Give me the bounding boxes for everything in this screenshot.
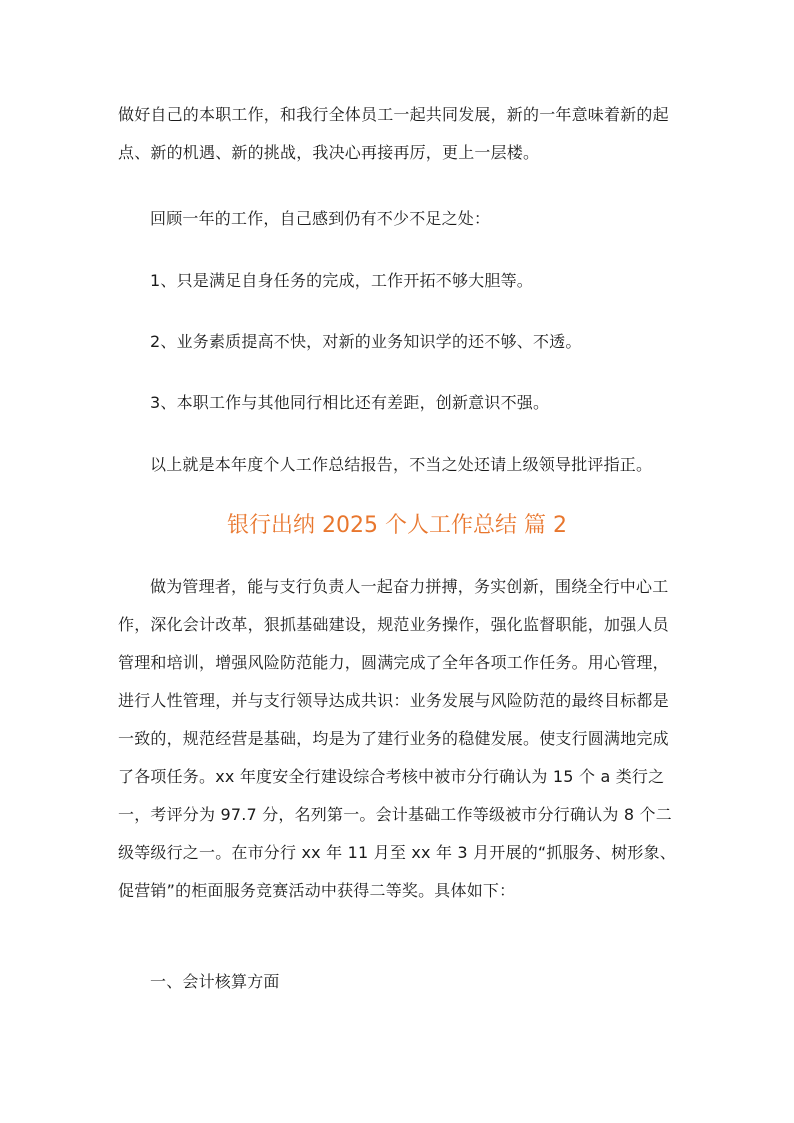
review-intro: 回顾一年的工作，自己感到仍有不少不足之处： <box>150 209 491 228</box>
closing-paragraph: 以上就是本年度个人工作总结报告，不当之处还请上级领导批评指正。 <box>150 455 653 474</box>
shortcoming-item-3: 3、本职工作与其他同行相比还有差距，创新意识不强。 <box>150 393 550 412</box>
section-title: 银行出纳 2025 个人工作总结 篇 2 <box>227 513 567 538</box>
shortcoming-item-2: 2、业务素质提高不快，对新的业务知识学的还不够、不透。 <box>150 332 582 351</box>
body-paragraph: 做为管理者，能与支行负责人一起奋力拼搏，务实创新，围绕全行中心工作，深化会计改革，狠抓基础建设，规范业务操作，强化监督职能，加强人员管理和培训，增强风险防范能力，圆满完成了全年各项工作任务。用心管理，进行人性管理，并与支行领导达成共识：业务发展与风险防范的最终目标都是一致的，规范经营是基础，均是为了建行业务的稳健发展。使支行圆满地完成了各项任务。xx 年度安全行建设综合考核中被市分行确认为 15 个 a 类行之一，考评分为 97.7 分，名列第一。会计基础工作等级被市分行确认为 8 个二级等级行之一。在市分行 xx 年 11 月至 xx 年 3 月开展的“抓服务、树形象、促营销”的柜面服务竞赛活动中获得二等奖。具体如下： <box>118 577 676 900</box>
subheading-accounting: 一、会计核算方面 <box>150 972 280 991</box>
shortcoming-item-1: 1、只是满足自身任务的完成，工作开拓不够大胆等。 <box>150 271 533 290</box>
intro-paragraph: 做好自己的本职工作，和我行全体员工一起共同发展，新的一年意味着新的起点、新的机遇、新的挑战，我决心再接再厉，更上一层楼。 <box>118 105 669 162</box>
